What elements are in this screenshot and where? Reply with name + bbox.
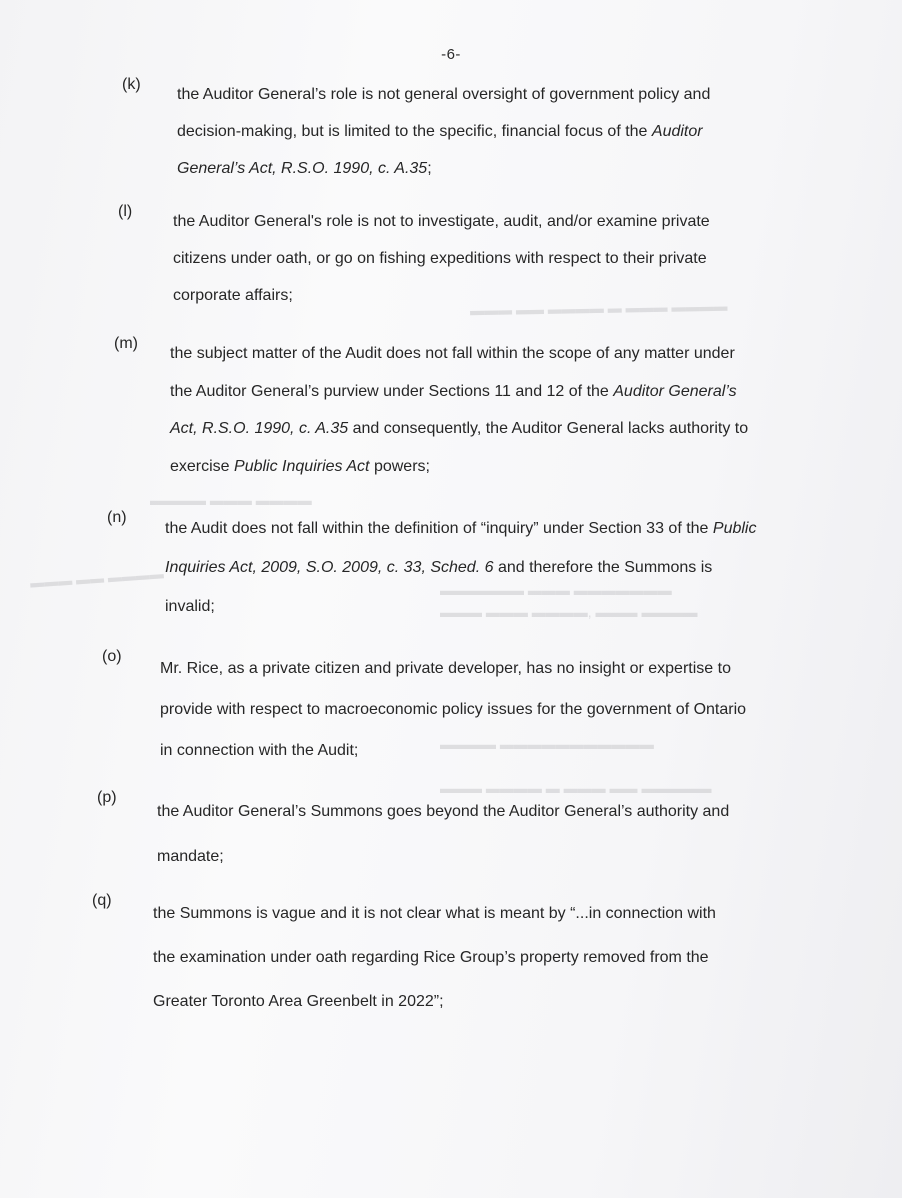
- text-run: powers;: [369, 457, 430, 475]
- bleed-through-mark: ▬▬▬ ▬▬ ▬▬▬▬ ▬ ▬▬▬ ▬▬▬▬: [469, 297, 728, 319]
- item-text: [173, 203, 779, 314]
- italic-citation: Public: [712, 520, 757, 537]
- item-label: (p): [97, 789, 117, 806]
- text-line: [153, 980, 809, 1024]
- bleed-through-mark: ▬▬▬▬ ▬▬▬▬▬▬▬▬▬▬▬: [440, 736, 654, 752]
- text-run: provide with respect to macroeconomic policy issues for the government of Ontario: [160, 701, 747, 718]
- text-line: [177, 113, 774, 150]
- bleed-through-mark: ▬▬▬▬▬▬ ▬▬▬ ▬▬▬▬▬▬▬: [440, 582, 672, 598]
- text-line: [177, 150, 774, 187]
- text-line: [173, 203, 779, 240]
- item-text: [153, 892, 809, 1024]
- text-run: the examination under oath regarding Rice Group’s property removed from the: [153, 949, 709, 966]
- text-line: [160, 648, 800, 689]
- item-label: (n): [107, 509, 127, 526]
- text-run: the Auditor General’s purview under Sections 11 and 12 of the: [170, 382, 614, 400]
- italic-citation: General’s Act, R.S.O. 1990, c. A.35: [177, 160, 428, 177]
- text-run: citizens under oath, or go on fishing expeditions with respect to their private: [173, 250, 707, 267]
- text-run: the Auditor General’s Summons goes beyond the Auditor General’s authority and: [157, 803, 730, 820]
- text-line: [177, 76, 774, 113]
- text-run: in connection with the Audit;: [160, 742, 359, 759]
- bleed-through-mark: ▬▬▬ ▬▬▬ ▬▬▬▬, ▬▬▬ ▬▬▬▬: [440, 604, 698, 620]
- italic-citation: Inquiries Act, 2009, S.O. 2009, c. 33, Sched. 6: [165, 559, 494, 576]
- item-text: [157, 789, 803, 879]
- text-line: [173, 240, 779, 277]
- item-text: [165, 509, 791, 626]
- item-text: [177, 76, 774, 187]
- bleed-through-mark: ▬▬▬ ▬▬▬▬ ▬ ▬▬▬ ▬▬ ▬▬▬▬▬: [440, 780, 712, 796]
- bleed-through-mark: ▬▬▬▬ ▬▬▬ ▬▬▬▬: [150, 492, 312, 508]
- item-label: (k): [122, 76, 141, 93]
- text-run: ;: [427, 160, 432, 177]
- italic-citation: Auditor: [651, 123, 703, 140]
- text-line: [160, 689, 800, 730]
- text-line: [153, 892, 809, 936]
- text-line: [170, 448, 784, 486]
- text-run: exercise: [170, 457, 235, 475]
- text-run: the Auditor General's role is not to investigate, audit, and/or examine private: [173, 213, 710, 230]
- text-run: decision-making, but is limited to the specific, financial focus of the: [177, 123, 652, 140]
- item-label: (l): [118, 203, 133, 220]
- text-run: the Auditor General’s role is not general oversight of government policy and: [177, 86, 711, 103]
- text-run: the subject matter of the Audit does not fall within the scope of any matter under: [170, 345, 735, 362]
- item-label: (o): [102, 648, 122, 665]
- text-run: mandate;: [157, 848, 224, 865]
- text-run: Mr. Rice, as a private citizen and private developer, has no insight or expertise to: [160, 660, 731, 677]
- text-line: [165, 587, 791, 626]
- text-run: and therefore the Summons is: [493, 559, 713, 576]
- page-number: -6-: [441, 46, 461, 63]
- text-run: invalid;: [165, 598, 215, 615]
- italic-citation: Auditor General’s: [613, 382, 737, 400]
- text-line: [165, 509, 791, 548]
- text-run: Greater Toronto Area Greenbelt in 2022”;: [153, 993, 444, 1010]
- text-line: [157, 789, 803, 834]
- bleed-through-mark: ▬▬▬ ▬▬ ▬▬▬▬: [29, 565, 165, 591]
- item-text: [170, 335, 784, 485]
- text-line: [170, 373, 784, 411]
- text-run: corporate affairs;: [173, 287, 293, 304]
- italic-citation: Act, R.S.O. 1990, c. A.35: [170, 420, 349, 437]
- text-run: the Summons is vague and it is not clear what is meant by “...in connection with: [153, 905, 716, 922]
- text-run: the Audit does not fall within the definition of “inquiry” under Section 33 of the: [165, 520, 713, 537]
- text-line: [173, 277, 779, 314]
- text-line: [157, 834, 803, 879]
- text-line: [153, 936, 809, 980]
- text-line: [170, 335, 784, 373]
- text-run: and consequently, the Auditor General lacks authority to: [348, 420, 749, 437]
- text-line: [170, 410, 784, 448]
- text-line: [160, 730, 800, 771]
- item-label: (q): [92, 892, 112, 909]
- item-text: [160, 648, 800, 771]
- item-label: (m): [114, 335, 138, 352]
- text-line: [165, 548, 791, 587]
- italic-citation: Public Inquiries Act: [234, 457, 370, 475]
